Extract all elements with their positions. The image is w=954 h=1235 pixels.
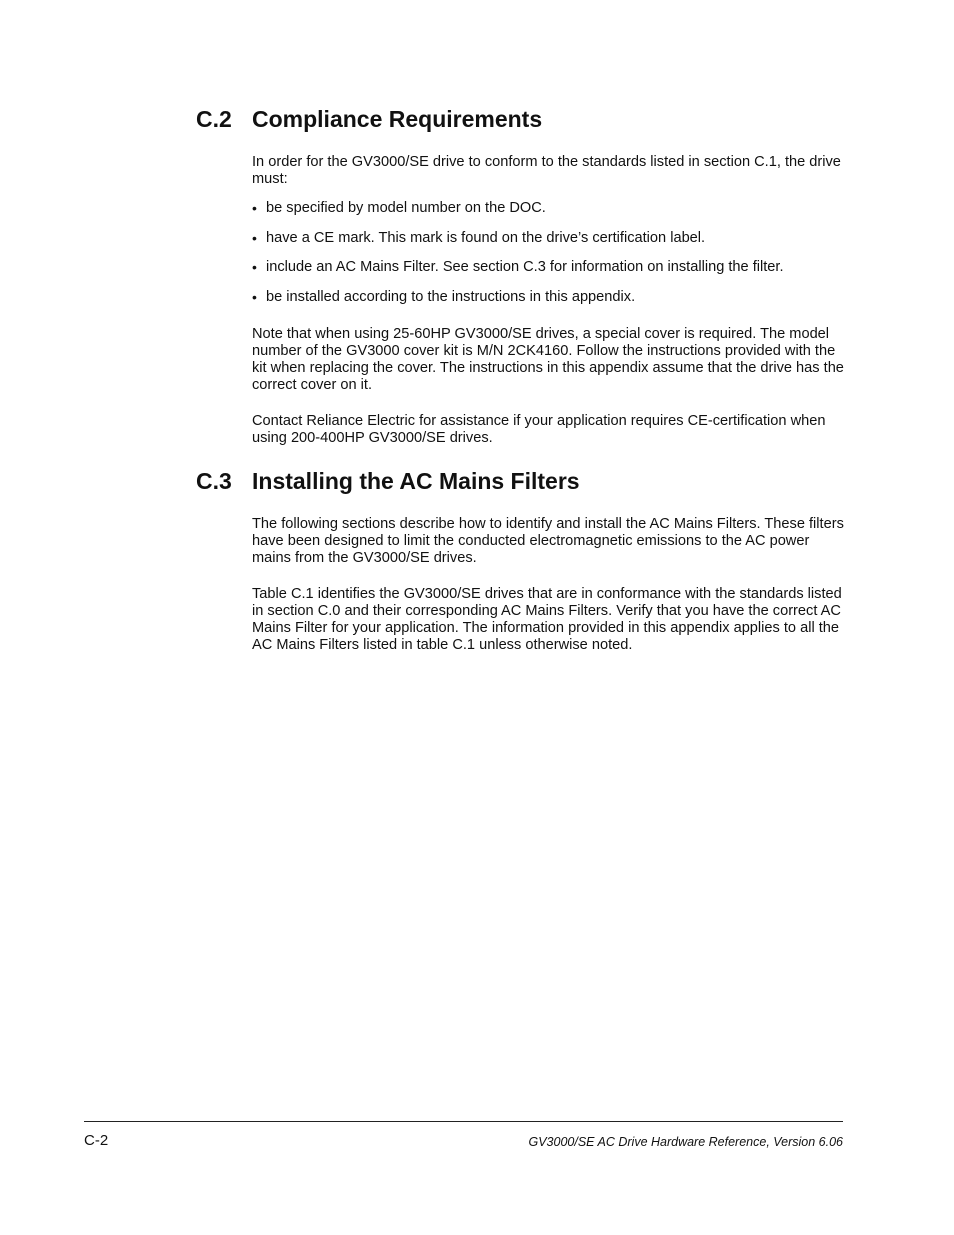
contact-paragraph: Contact Reliance Electric for assistance if your application requires CE-certification when using 200-400HP GV3000/SE drives. (252, 413, 826, 446)
list-item-text: be specified by model number on the DOC. (266, 200, 546, 216)
section-number: C.3 (196, 468, 232, 494)
section-title: Installing the AC Mains Filters (252, 468, 580, 494)
list-item-text: be installed according to the instructions in this appendix. (266, 288, 636, 305)
bullet-icon: • (252, 200, 257, 216)
section-title: Compliance Requirements (252, 106, 543, 132)
filters-intro-paragraph: The following sections describe how to identify and install the AC Mains Filters. These filters have been designed to limit the conducted electromagnetic emissions to the AC power mains from the GV3000/SE drives. (252, 516, 844, 566)
bullet-icon: • (252, 259, 257, 275)
list-item-text: have a CE mark. This mark is found on the drive’s certification label. (266, 229, 706, 246)
list-item (252, 289, 852, 306)
list-item (252, 230, 852, 247)
table-reference-paragraph: Table C.1 identifies the GV3000/SE drives that are in conformance with the standards listed in section C.0 and their corresponding AC Mains Filters. Verify that you have the correct AC Mains Filter for your application. The information provided in this appendix applies to all the AC Mains Filters listed in table C.1 unless otherwise noted. (252, 586, 842, 653)
list-item (252, 259, 852, 276)
footer-document-title: GV3000/SE AC Drive Hardware Reference, Version 6.06 (528, 1135, 843, 1149)
section-heading-compliance (196, 105, 542, 133)
cover-kit-note-paragraph: Note that when using 25-60HP GV3000/SE drives, a special cover is required. The model number of the GV3000 cover kit is M/N 2CK4160. Follow the instructions provided with the kit when replacing the cover. The instructions in this appendix assume that the drive has the correct cover on it. (252, 326, 844, 393)
bullet-icon: • (252, 288, 257, 305)
section-heading-installing-filters (196, 467, 580, 495)
compliance-intro-paragraph: In order for the GV3000/SE drive to conform to the standards listed in section C.1, the drive must: (252, 154, 841, 187)
section-number: C.2 (196, 106, 232, 132)
list-item-text: include an AC Mains Filter. See section C.3 for information on installing the filter. (266, 259, 784, 275)
footer-divider (84, 1121, 843, 1122)
compliance-requirements-list (252, 200, 852, 318)
list-item (252, 200, 852, 217)
page-number: C-2 (84, 1132, 109, 1149)
bullet-icon: • (252, 229, 257, 246)
